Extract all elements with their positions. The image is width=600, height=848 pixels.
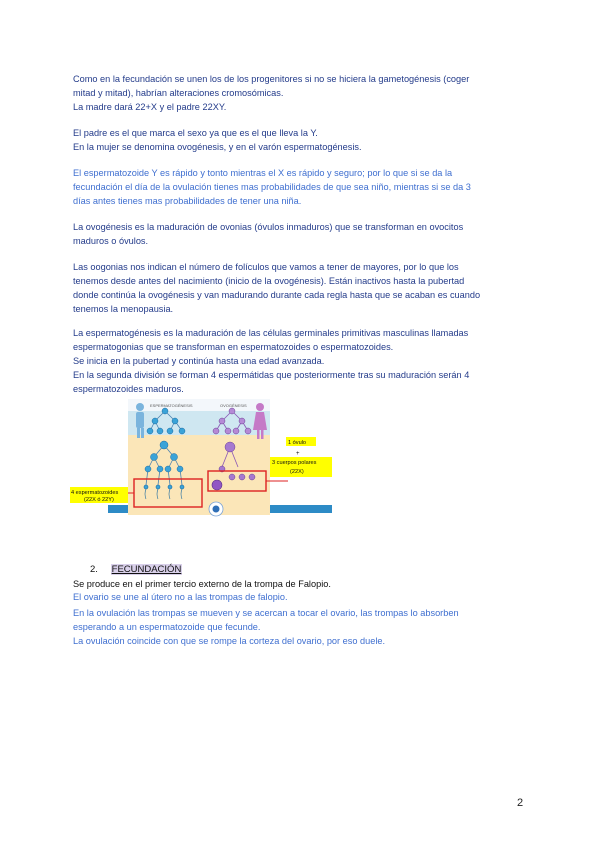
- paragraph-sperm-speed: [73, 166, 528, 208]
- paragraph-ovogenesis: [73, 220, 528, 248]
- paragraph-gametogenesis: [73, 72, 528, 114]
- figure-left-bar: [108, 505, 128, 513]
- gametogenesis-figure: [70, 397, 332, 517]
- zygote-nucleus: [213, 506, 220, 513]
- text-line: donde continúa la ovogénesis y van madurando durante cada regla hasta que se acaban es cuando: [73, 290, 481, 300]
- ovum-cell: [212, 480, 222, 490]
- text-line: El espermatozoide Y es rápido y tonto mientras el X es rápido y seguro; por lo que si se da la: [73, 168, 453, 178]
- left-label-line2: (22X ó 22Y): [84, 497, 114, 503]
- paragraph-sex-determination: [73, 126, 528, 154]
- text-line: La madre dará 22+X y el padre 22XY.: [73, 102, 227, 112]
- text-line: El ovario se une al útero no a las trompas de falopio.: [73, 592, 288, 602]
- text-line: fecundación el día de la ovulación tienes mas probabilidades de que sea niño, mientras si se da 3: [73, 182, 471, 192]
- right-label-bottom: (22X): [290, 469, 304, 475]
- text-line: La ovogénesis es la maduración de ovonias (óvulos inmaduros) que se transforman en ovocitos: [73, 222, 464, 232]
- text-line: En la ovulación las trompas se mueven y se acercan a tocar el ovario, las trompas lo absorben: [73, 608, 459, 618]
- text-line: maduros o óvulos.: [73, 236, 149, 246]
- text-line: En la mujer se denomina ovogénesis, y en el varón espermatogénesis.: [73, 142, 362, 152]
- text-line: Se produce en el primer tercio externo de la trompa de Falopio.: [73, 579, 331, 589]
- text-line: mitad y mitad), habrían alteraciones cromosómicas.: [73, 88, 284, 98]
- text-line: espermatozoides maduros.: [73, 384, 184, 394]
- text-line: La espermatogénesis es la maduración de las células germinales primitivas masculinas llamadas: [73, 328, 469, 338]
- page-number: 2: [517, 797, 524, 809]
- figure-header-left: ESPERMATOGÉNESIS: [150, 403, 193, 408]
- figure-lower-band: [128, 435, 270, 515]
- text-line: El padre es el que marca el sexo ya que es el que lleva la Y.: [73, 128, 318, 138]
- male-silhouette-icon: [136, 403, 144, 438]
- left-label-line1: 4 espermatozoides: [71, 490, 119, 496]
- right-label-top: 1 óvulo: [288, 440, 307, 446]
- right-plus-sign: +: [296, 451, 300, 457]
- section-title: FECUNDACIÓN: [111, 564, 182, 575]
- section-lead: [73, 577, 528, 591]
- section-heading: [90, 564, 182, 575]
- text-line: En la segunda división se forman 4 espermátidas que posteriormente tras su maduración serán 4: [73, 370, 470, 380]
- paragraph-espermatogenesis: [73, 326, 528, 396]
- section-number: 2.: [90, 564, 98, 575]
- text-line: Como en la fecundación se unen los de los progenitores si no se hiciera la gametogénesis (coger: [73, 74, 470, 84]
- text-line: tenemos la menopausia.: [73, 304, 174, 314]
- text-line: La ovulación coincide con que se rompe la corteza del ovario, por eso duele.: [73, 636, 386, 646]
- text-line: espermatogonias que se transforman en espermatozoides o espermatozoides.: [73, 342, 394, 352]
- figure-right-bar: [270, 505, 332, 513]
- text-line: tenemos desde antes del nacimiento (inicio de la ovogénesis). Están inactivos hasta la pubertad: [73, 276, 465, 286]
- right-label-mid: 3 cuerpos polares: [272, 460, 317, 466]
- text-line: esperando a un espermatozoide que fecunde.: [73, 622, 261, 632]
- text-line: días antes tienes mas probabilidades de tener una niña.: [73, 196, 302, 206]
- text-line: Las oogonias nos indican el número de folículos que vamos a tener de mayores, por lo que los: [73, 262, 459, 272]
- text-line: Se inicia en la pubertad y continúa hasta una edad avanzada.: [73, 356, 325, 366]
- figure-header-right: OVOGÉNESIS: [220, 403, 247, 408]
- figure-right-blank: [270, 399, 332, 505]
- section-body: [73, 590, 528, 648]
- paragraph-oogonias: [73, 260, 528, 316]
